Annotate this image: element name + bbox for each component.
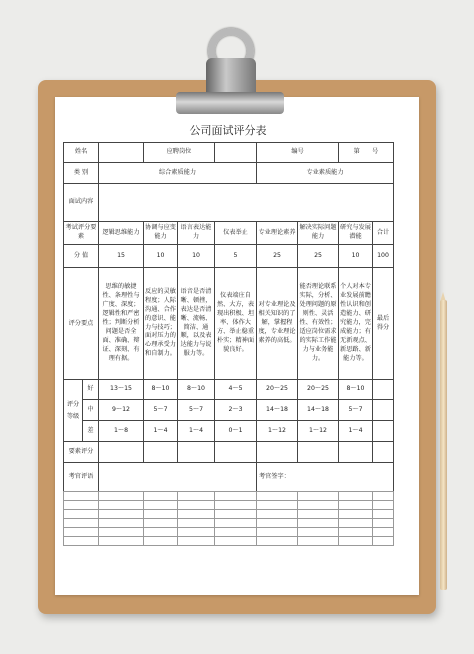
key-point-text: 对专业理论及相关知识的了解，掌握程度，专业理论素养的高低。	[257, 268, 298, 380]
examiner-comment-field[interactable]	[99, 463, 257, 492]
position-label: 应聘岗位	[144, 143, 215, 163]
name-field[interactable]	[99, 143, 144, 163]
grade-range: 8～10	[339, 380, 373, 400]
key-point-total: 最后得分	[373, 268, 394, 380]
factor-score-row	[64, 442, 394, 463]
grade-row-good	[64, 380, 394, 400]
grade-range: 5～7	[178, 400, 215, 421]
score-cell: 25	[257, 245, 298, 268]
key-points-label: 评分要点	[64, 268, 99, 380]
grade-row-medium	[64, 400, 394, 421]
grade-range: 0～1	[215, 421, 257, 442]
grade-range: 1～4	[339, 421, 373, 442]
factor-total: 合计	[373, 222, 394, 245]
score-cell: 10	[339, 245, 373, 268]
header-row	[64, 143, 394, 163]
factor-problem-solving: 解决实际问题能力	[298, 222, 339, 245]
factor-score-field[interactable]	[339, 442, 373, 463]
key-points-row	[64, 268, 394, 380]
category-label: 类 别	[64, 163, 99, 184]
grade-range: 8～10	[144, 380, 178, 400]
score-cell: 25	[298, 245, 339, 268]
position-field[interactable]	[215, 143, 257, 163]
factor-score-field[interactable]	[215, 442, 257, 463]
score-label: 分 值	[64, 245, 99, 268]
factor-theory: 专业理论素养	[257, 222, 298, 245]
blank-grid	[63, 491, 394, 546]
content-field[interactable]	[99, 184, 394, 222]
grade-range: 8～10	[178, 380, 215, 400]
score-cell: 10	[144, 245, 178, 268]
factor-score-field[interactable]	[298, 442, 339, 463]
key-point-text: 反应的灵敏程度；人际沟通、合作的意识、能力与技巧；面对压力的心理承受力和自制力。	[144, 268, 178, 380]
key-point-text: 仪表端庄自然、大方，表现出积极、坦率、体作大方、举止稳重朴实；精神面貌良好。	[215, 268, 257, 380]
examiner-signature-label: 考官签字：	[257, 463, 394, 492]
number-label: 编号	[257, 143, 339, 163]
factor-label: 考试评分要素	[64, 222, 99, 245]
grade-range: 5～7	[339, 400, 373, 421]
factor-score-field[interactable]	[178, 442, 215, 463]
grade-range: 4～5	[215, 380, 257, 400]
pencil	[440, 300, 447, 590]
grade-range: 1～4	[178, 421, 215, 442]
factor-row	[64, 222, 394, 245]
factor-score-field[interactable]	[257, 442, 298, 463]
form-title: 公司面试评分表	[189, 124, 267, 137]
factor-logic: 逻辑思维能力	[99, 222, 144, 245]
grade-range: 2～3	[215, 400, 257, 421]
grade-range: 9～12	[99, 400, 144, 421]
grade-range: 1～12	[257, 421, 298, 442]
interview-score-table	[63, 142, 394, 492]
key-point-text: 语音是否清晰、顿挫，表达是否清晰、流畅、简洁、通顺，以及表达能力与说服力等。	[178, 268, 215, 380]
factor-score-field[interactable]	[144, 442, 178, 463]
grade-range: 20～25	[257, 380, 298, 400]
grade-total-field[interactable]	[373, 421, 394, 442]
grade-range: 1～12	[298, 421, 339, 442]
grade-range: 20～25	[298, 380, 339, 400]
factor-score-field[interactable]	[99, 442, 144, 463]
score-cell: 15	[99, 245, 144, 268]
score-cell: 100	[373, 245, 394, 268]
content-row	[64, 184, 394, 222]
factor-appearance: 仪表举止	[215, 222, 257, 245]
grade-total-field[interactable]	[373, 400, 394, 421]
factor-coordination: 协调与应变能力	[144, 222, 178, 245]
examiner-row	[64, 463, 394, 492]
grade-range: 1～8	[99, 421, 144, 442]
grade-level-medium: 中	[83, 400, 99, 421]
score-cell: 5	[215, 245, 257, 268]
grade-label: 评分等级	[64, 380, 83, 442]
factor-potential: 研究与发展潜能	[339, 222, 373, 245]
factor-score-field[interactable]	[373, 442, 394, 463]
score-row	[64, 245, 394, 268]
factor-score-label: 要素评分	[64, 442, 99, 463]
name-label: 姓名	[64, 143, 99, 163]
key-point-text: 思维的敏捷性、条理性与广度、深度；逻辑性和严密性；判断分析问题是否全面、准确、辩证、深刻、有理有据。	[99, 268, 144, 380]
factor-expression: 语言表达能力	[178, 222, 215, 245]
key-point-text: 个人对本专业发展前瞻性认识和创造能力、研究能力，完成能力；有无新观点、新思路、新能力等。	[339, 268, 373, 380]
general-ability-header: 综合素质能力	[99, 163, 257, 184]
key-point-text: 能否理论联系实际，分析、处理问题的原则性、灵活性、有效性；适应岗位需求的实际工作能力与业务能力。	[298, 268, 339, 380]
grade-range: 14～18	[298, 400, 339, 421]
grade-range: 13～15	[99, 380, 144, 400]
grade-level-good: 好	[83, 380, 99, 400]
grade-row-poor	[64, 421, 394, 442]
category-row	[64, 163, 394, 184]
binder-clip	[176, 92, 284, 114]
grade-range: 14～18	[257, 400, 298, 421]
professional-ability-header: 专业素质能力	[257, 163, 394, 184]
grade-range: 1～4	[144, 421, 178, 442]
examiner-comment-label: 考官评语	[64, 463, 99, 492]
score-cell: 10	[178, 245, 215, 268]
grade-level-poor: 差	[83, 421, 99, 442]
content-label: 面试内容	[64, 184, 99, 222]
seq-label: 第 号	[339, 143, 394, 163]
grade-total-field[interactable]	[373, 380, 394, 400]
grade-range: 5～7	[144, 400, 178, 421]
